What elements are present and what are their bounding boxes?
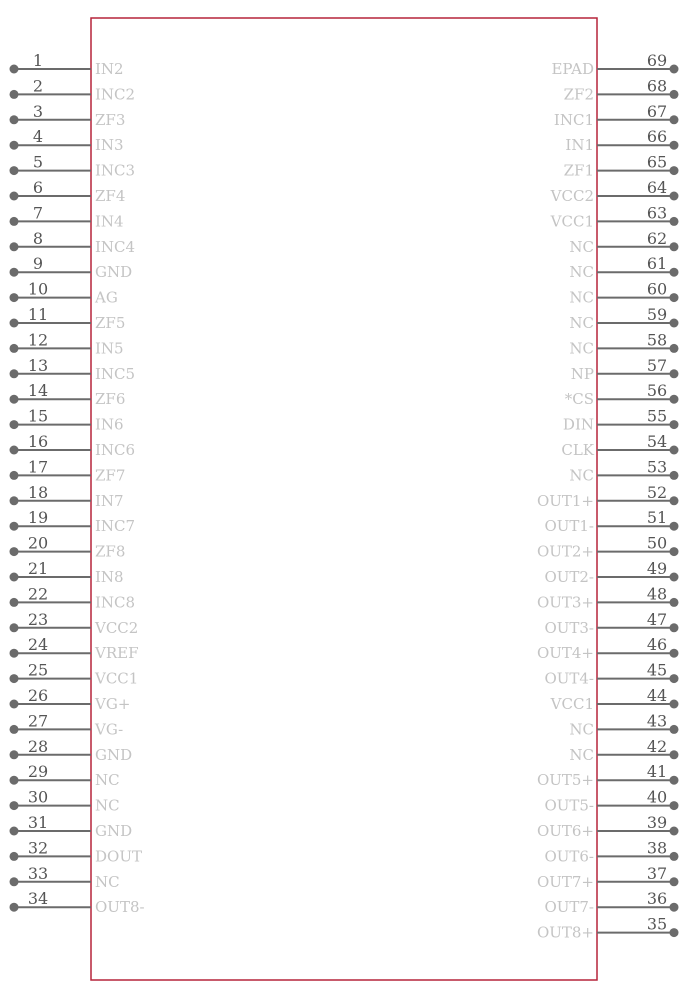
pin-name: GND <box>95 263 133 282</box>
pin-number: 38 <box>646 838 668 858</box>
pin-20 <box>10 534 126 561</box>
pin-34 <box>10 889 145 916</box>
pin-terminal-dot <box>670 928 679 937</box>
pin-27 <box>10 711 124 738</box>
pin-number: 35 <box>646 914 668 934</box>
pin-51 <box>544 508 678 535</box>
pin-name: IN3 <box>95 136 124 155</box>
pin-number: 45 <box>646 660 668 680</box>
pin-name: VCC2 <box>95 618 139 637</box>
pin-name: INC3 <box>95 161 136 180</box>
pin-4 <box>10 127 124 154</box>
pin-terminal-dot <box>10 217 19 226</box>
pin-terminal-dot <box>670 547 679 556</box>
pin-number: 33 <box>27 863 49 883</box>
pin-33 <box>10 864 120 891</box>
pin-name: NC <box>569 237 594 256</box>
pin-name: ZF3 <box>95 110 126 129</box>
pin-name: ZF6 <box>95 390 126 409</box>
pin-terminal-dot <box>10 598 19 607</box>
pin-name: INC8 <box>95 593 136 612</box>
pin-name: DOUT <box>95 847 142 866</box>
pin-name: IN2 <box>95 60 124 78</box>
pin-64 <box>550 178 679 205</box>
pin-number: 39 <box>646 813 668 832</box>
pin-36 <box>544 889 678 916</box>
pin-67 <box>554 102 679 129</box>
pin-terminal-dot <box>670 750 679 759</box>
pin-number: 42 <box>646 736 668 756</box>
pin-number: 7 <box>32 203 44 223</box>
pin-name: INC6 <box>95 441 136 459</box>
pin-48 <box>537 584 679 611</box>
pin-2 <box>10 76 136 103</box>
pin-name: OUT3+ <box>536 593 594 612</box>
pin-number: 62 <box>646 228 668 248</box>
pin-number: 9 <box>32 254 44 274</box>
pin-name: ZF4 <box>95 187 126 205</box>
pin-name: IN7 <box>95 491 124 510</box>
pin-number: 59 <box>646 305 668 324</box>
pin-50 <box>537 534 679 561</box>
pin-terminal-dot <box>670 522 679 531</box>
pin-terminal-dot <box>10 623 19 632</box>
pin-name: CLK <box>561 441 594 459</box>
pin-number: 25 <box>27 660 49 680</box>
pin-22 <box>10 584 136 611</box>
pin-17 <box>10 457 126 484</box>
pin-30 <box>10 788 120 815</box>
pin-66 <box>565 127 678 154</box>
pin-terminal-dot <box>10 573 19 582</box>
pin-number: 15 <box>27 406 49 426</box>
pin-9 <box>10 254 133 281</box>
pin-terminal-dot <box>670 446 679 455</box>
pin-number: 34 <box>27 889 49 909</box>
pin-number: 32 <box>27 838 49 858</box>
pin-terminal-dot <box>10 242 19 251</box>
pin-8 <box>10 229 136 256</box>
pin-14 <box>10 381 126 408</box>
pin-number: 29 <box>27 762 49 782</box>
pin-number: 57 <box>646 355 668 375</box>
pin-number: 41 <box>646 762 668 782</box>
pin-terminal-dot <box>670 827 679 836</box>
pin-69 <box>551 51 678 78</box>
pin-number: 58 <box>646 330 668 350</box>
pin-name: VCC1 <box>550 695 594 713</box>
pin-name: NC <box>569 288 594 307</box>
pin-35 <box>537 915 679 942</box>
pin-15 <box>10 407 124 434</box>
pin-terminal-dot <box>670 344 679 353</box>
pin-number: 46 <box>646 635 668 655</box>
pin-number: 66 <box>646 127 668 147</box>
pin-terminal-dot <box>670 471 679 480</box>
pin-terminal-dot <box>670 598 679 607</box>
pin-number: 13 <box>27 355 49 375</box>
pin-name: INC7 <box>95 517 136 536</box>
pin-name: ZF2 <box>563 85 594 104</box>
pin-name: INC2 <box>95 85 136 104</box>
pin-number: 60 <box>646 279 668 299</box>
pin-terminal-dot <box>10 496 19 505</box>
pin-59 <box>569 305 678 332</box>
pin-name: ZF1 <box>563 161 594 180</box>
pin-terminal-dot <box>10 319 19 328</box>
pin-number: 47 <box>646 609 668 629</box>
pin-terminal-dot <box>10 395 19 404</box>
pin-name: OUT1- <box>544 517 594 536</box>
pin-16 <box>10 432 136 459</box>
pin-57 <box>571 356 679 383</box>
pin-number: 61 <box>646 254 668 274</box>
pin-name: VG+ <box>95 695 131 713</box>
pin-name: OUT4+ <box>536 644 594 663</box>
pin-name: OUT5+ <box>536 771 594 790</box>
pin-55 <box>563 407 679 434</box>
pin-terminal-dot <box>670 293 679 302</box>
pin-number: 52 <box>646 482 668 502</box>
pin-name: VCC2 <box>550 187 594 205</box>
pin-name: IN8 <box>95 568 124 586</box>
pin-terminal-dot <box>10 649 19 658</box>
pin-terminal-dot <box>10 547 19 556</box>
pin-terminal-dot <box>10 903 19 912</box>
pin-terminal-dot <box>670 369 679 378</box>
pin-number: 18 <box>27 482 49 502</box>
pin-number: 10 <box>27 279 49 299</box>
pin-terminal-dot <box>670 776 679 785</box>
pin-number: 55 <box>646 406 668 426</box>
pin-terminal-dot <box>670 65 679 74</box>
pin-23 <box>10 610 139 637</box>
pin-name: *CS <box>564 390 594 409</box>
pin-19 <box>10 508 136 535</box>
pin-number: 69 <box>646 51 668 70</box>
pin-name: NC <box>569 339 594 358</box>
pin-name: NC <box>569 314 594 332</box>
pin-number: 8 <box>32 228 44 248</box>
pin-terminal-dot <box>10 725 19 734</box>
pin-name: INC1 <box>553 110 594 129</box>
pin-name: DIN <box>562 415 594 434</box>
pin-terminal-dot <box>670 395 679 404</box>
pin-terminal-dot <box>670 141 679 150</box>
pin-41 <box>537 762 679 789</box>
pin-number: 24 <box>27 635 49 655</box>
pin-number: 48 <box>646 584 668 604</box>
pin-name: IN6 <box>95 415 124 434</box>
pin-5 <box>10 153 136 180</box>
pin-10 <box>10 280 118 307</box>
pin-26 <box>10 686 131 713</box>
pin-42 <box>569 737 678 764</box>
pin-number: 53 <box>646 457 668 477</box>
pin-terminal-dot <box>10 827 19 836</box>
pin-terminal-dot <box>670 166 679 175</box>
pin-number: 1 <box>32 51 44 70</box>
pin-terminal-dot <box>670 903 679 912</box>
pin-39 <box>537 813 679 840</box>
pin-name: ZF7 <box>95 466 126 485</box>
pin-terminal-dot <box>10 750 19 759</box>
pin-number: 14 <box>27 381 49 401</box>
pin-terminal-dot <box>10 522 19 531</box>
pin-name: NC <box>95 796 120 815</box>
pin-3 <box>10 102 126 129</box>
pin-name: OUT8- <box>95 898 145 917</box>
pin-name: OUT4- <box>544 669 594 688</box>
pin-6 <box>10 178 126 205</box>
pin-terminal-dot <box>10 192 19 201</box>
pin-terminal-dot <box>10 268 19 277</box>
pin-number: 31 <box>27 813 49 832</box>
pin-number: 11 <box>27 305 49 324</box>
pin-number: 49 <box>646 559 668 578</box>
pin-name: ZF8 <box>95 542 126 561</box>
pin-terminal-dot <box>670 573 679 582</box>
pin-number: 44 <box>646 686 668 705</box>
right-pin-group <box>537 51 679 942</box>
pin-terminal-dot <box>10 674 19 683</box>
pin-terminal-dot <box>670 217 679 226</box>
pin-name: EPAD <box>551 60 594 78</box>
pin-number: 12 <box>27 330 49 350</box>
pin-52 <box>537 483 679 510</box>
pin-number: 19 <box>27 508 49 528</box>
pin-1 <box>10 51 124 78</box>
pin-number: 63 <box>646 203 668 223</box>
pin-number: 43 <box>646 711 668 731</box>
pin-name: VCC1 <box>550 212 594 231</box>
pin-name: OUT6+ <box>536 822 594 840</box>
pin-number: 22 <box>27 584 49 604</box>
pin-60 <box>569 280 678 307</box>
pin-name: NC <box>569 466 594 485</box>
pin-13 <box>10 356 136 383</box>
pin-name: NC <box>95 872 120 891</box>
pin-number: 51 <box>646 508 668 528</box>
pin-31 <box>10 813 133 840</box>
pin-terminal-dot <box>10 115 19 124</box>
pin-name: NC <box>569 720 594 739</box>
pin-name: OUT2+ <box>536 542 594 561</box>
pin-terminal-dot <box>670 420 679 429</box>
pin-name: ZF5 <box>95 314 126 332</box>
pin-54 <box>561 432 678 459</box>
pin-terminal-dot <box>10 776 19 785</box>
pin-name: VG- <box>95 720 124 739</box>
pin-terminal-dot <box>10 344 19 353</box>
pin-11 <box>10 305 126 332</box>
pin-name: OUT2- <box>544 568 594 586</box>
pin-44 <box>550 686 679 713</box>
pin-terminal-dot <box>10 166 19 175</box>
pin-7 <box>10 203 124 230</box>
pin-18 <box>10 483 124 510</box>
pin-terminal-dot <box>670 674 679 683</box>
pin-number: 27 <box>27 711 49 731</box>
pin-terminal-dot <box>10 700 19 709</box>
pin-46 <box>537 635 679 662</box>
pin-terminal-dot <box>670 268 679 277</box>
pin-terminal-dot <box>670 852 679 861</box>
pin-62 <box>569 229 678 256</box>
pin-28 <box>10 737 133 764</box>
pin-number: 56 <box>646 381 668 401</box>
pin-name: OUT5- <box>544 796 594 815</box>
pin-terminal-dot <box>10 446 19 455</box>
pin-12 <box>10 330 124 357</box>
pin-24 <box>10 635 139 662</box>
pin-terminal-dot <box>10 65 19 74</box>
pin-56 <box>565 381 679 408</box>
pin-43 <box>569 711 678 738</box>
pin-name: IN5 <box>95 339 124 358</box>
pin-number: 20 <box>27 533 49 553</box>
pin-number: 64 <box>646 178 668 197</box>
pin-name: OUT7+ <box>536 872 594 891</box>
pin-29 <box>10 762 120 789</box>
pin-40 <box>544 788 678 815</box>
pin-name: VREF <box>95 644 139 663</box>
pin-number: 37 <box>646 863 668 883</box>
pin-number: 3 <box>32 101 44 121</box>
pin-terminal-dot <box>10 420 19 429</box>
pin-name: OUT8+ <box>536 923 594 942</box>
pin-terminal-dot <box>670 319 679 328</box>
pin-terminal-dot <box>670 801 679 810</box>
pin-number: 40 <box>646 787 668 807</box>
pin-name: IN4 <box>95 212 124 231</box>
pin-name: OUT6- <box>544 847 594 866</box>
pin-name: INC5 <box>95 364 136 383</box>
pin-number: 5 <box>32 152 44 172</box>
pin-name: NC <box>569 263 594 282</box>
left-pin-group <box>10 51 145 916</box>
pin-terminal-dot <box>10 293 19 302</box>
pin-number: 26 <box>27 686 49 705</box>
pin-terminal-dot <box>10 852 19 861</box>
pin-37 <box>537 864 679 891</box>
pin-number: 65 <box>646 152 668 172</box>
pin-name: AG <box>95 288 118 307</box>
pin-number: 4 <box>32 127 44 147</box>
ic-body-outline <box>91 18 597 980</box>
pin-number: 23 <box>27 609 49 629</box>
pin-terminal-dot <box>670 623 679 632</box>
pin-number: 28 <box>27 736 49 756</box>
pin-number: 36 <box>646 889 668 909</box>
pin-number: 68 <box>646 76 668 96</box>
pin-terminal-dot <box>10 471 19 480</box>
pin-terminal-dot <box>670 700 679 709</box>
pin-number: 17 <box>27 457 49 477</box>
pin-65 <box>564 153 679 180</box>
pin-25 <box>10 661 139 688</box>
pin-38 <box>544 838 678 865</box>
pin-68 <box>564 76 679 103</box>
pin-number: 67 <box>646 101 668 121</box>
pin-terminal-dot <box>670 115 679 124</box>
pin-21 <box>10 559 124 586</box>
pin-terminal-dot <box>10 90 19 99</box>
pin-number: 50 <box>646 533 668 553</box>
pin-53 <box>569 457 678 484</box>
pin-58 <box>569 330 678 357</box>
pin-61 <box>569 254 678 281</box>
pin-name: OUT7- <box>544 898 594 917</box>
pin-terminal-dot <box>10 141 19 150</box>
pin-terminal-dot <box>10 877 19 886</box>
pin-number: 6 <box>32 178 44 197</box>
pin-32 <box>10 838 142 865</box>
pin-number: 54 <box>646 432 668 451</box>
pin-name: GND <box>95 745 133 764</box>
pin-name: GND <box>95 822 133 840</box>
pin-number: 21 <box>27 559 49 578</box>
pin-terminal-dot <box>670 192 679 201</box>
pin-number: 16 <box>27 432 49 451</box>
pin-terminal-dot <box>670 877 679 886</box>
pin-terminal-dot <box>670 90 679 99</box>
pin-terminal-dot <box>670 242 679 251</box>
pin-terminal-dot <box>670 496 679 505</box>
pin-45 <box>544 661 678 688</box>
pin-name: INC4 <box>95 237 136 256</box>
pin-63 <box>550 203 679 230</box>
pin-name: VCC1 <box>95 669 139 688</box>
pin-terminal-dot <box>10 369 19 378</box>
pin-name: NC <box>95 771 120 790</box>
pin-name: OUT3- <box>544 618 594 637</box>
pin-name: IN1 <box>565 136 594 155</box>
pin-number: 2 <box>32 76 44 96</box>
pin-terminal-dot <box>670 725 679 734</box>
pin-name: NC <box>569 745 594 764</box>
pin-name: NP <box>570 364 594 383</box>
pin-terminal-dot <box>670 649 679 658</box>
pin-name: OUT1+ <box>536 491 594 510</box>
pin-47 <box>544 610 678 637</box>
pin-49 <box>544 559 678 586</box>
pin-terminal-dot <box>10 801 19 810</box>
pin-number: 30 <box>27 787 49 807</box>
